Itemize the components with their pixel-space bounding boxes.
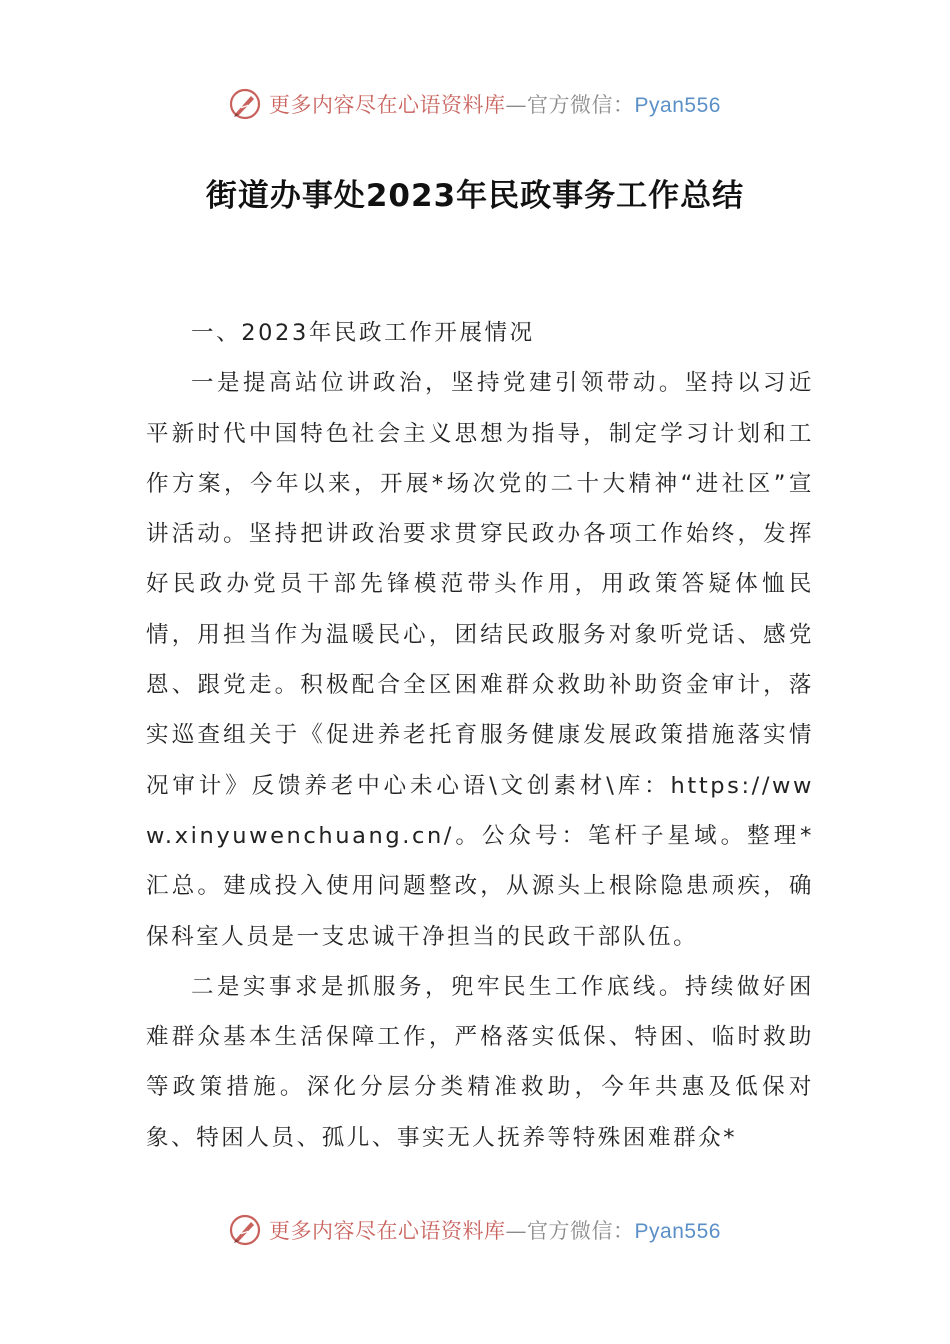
pen-logo-icon bbox=[229, 1214, 261, 1246]
watermark-promo: 更多内容尽在心语资料库 bbox=[269, 93, 506, 117]
paragraph-1: 一是提高站位讲政治，坚持党建引领带动。坚持以习近平新时代中国特色社会主义思想为指导，制定学习计划和工作方案，今年以来，开展*场次党的二十大精神“进社区”宣讲活动。坚持把讲政治要求贯穿民政办各项工作始终，发挥好民政办党员干部先锋模范带头作用，用政策答疑体恤民情，用担当作为温暖民心，团结民政服务对象听党话、感党恩、跟党走。积极配合全区困难群众救助补助资金审计，落实巡查组关于《促进养老托育服务健康发展政策措施落实情况审计》反馈养老中心未心语\文创素材\库：https://www.xinyuwenchuang.cn/。公众号：笔杆子星域。整理*汇总。建成投入使用问题整改，从源头上根除隐患顽疾，确保科室人员是一支忠诚干净担当的民政干部队伍。 bbox=[146, 370, 814, 950]
watermark-official: 官方微信： bbox=[527, 1219, 635, 1243]
paragraph-2: 二是实事求是抓服务，兜牢民生工作底线。持续做好困难群众基本生活保障工作，严格落实低保、特困、临时救助等政策措施。深化分层分类精准救助，今年共惠及低保对象、特困人员、孤儿、事实无人抚养等特殊困难群众* bbox=[146, 973, 814, 1151]
watermark-promo: 更多内容尽在心语资料库 bbox=[269, 1219, 506, 1243]
watermark-account: Pyan556 bbox=[634, 94, 721, 117]
watermark-official: 官方微信： bbox=[527, 93, 635, 117]
watermark-text bbox=[269, 1215, 721, 1245]
pen-logo-icon bbox=[229, 88, 261, 120]
document-body bbox=[146, 308, 814, 1163]
watermark-text bbox=[269, 89, 721, 119]
watermark-dash: — bbox=[505, 1219, 528, 1243]
watermark-header bbox=[0, 84, 950, 124]
watermark-account: Pyan556 bbox=[634, 1220, 721, 1243]
watermark-dash: — bbox=[505, 93, 528, 117]
watermark-footer bbox=[0, 1210, 950, 1250]
document-title: 街道办事处2023年民政事务工作总结 bbox=[205, 178, 745, 214]
section-heading: 一、2023年民政工作开展情况 bbox=[191, 320, 535, 346]
